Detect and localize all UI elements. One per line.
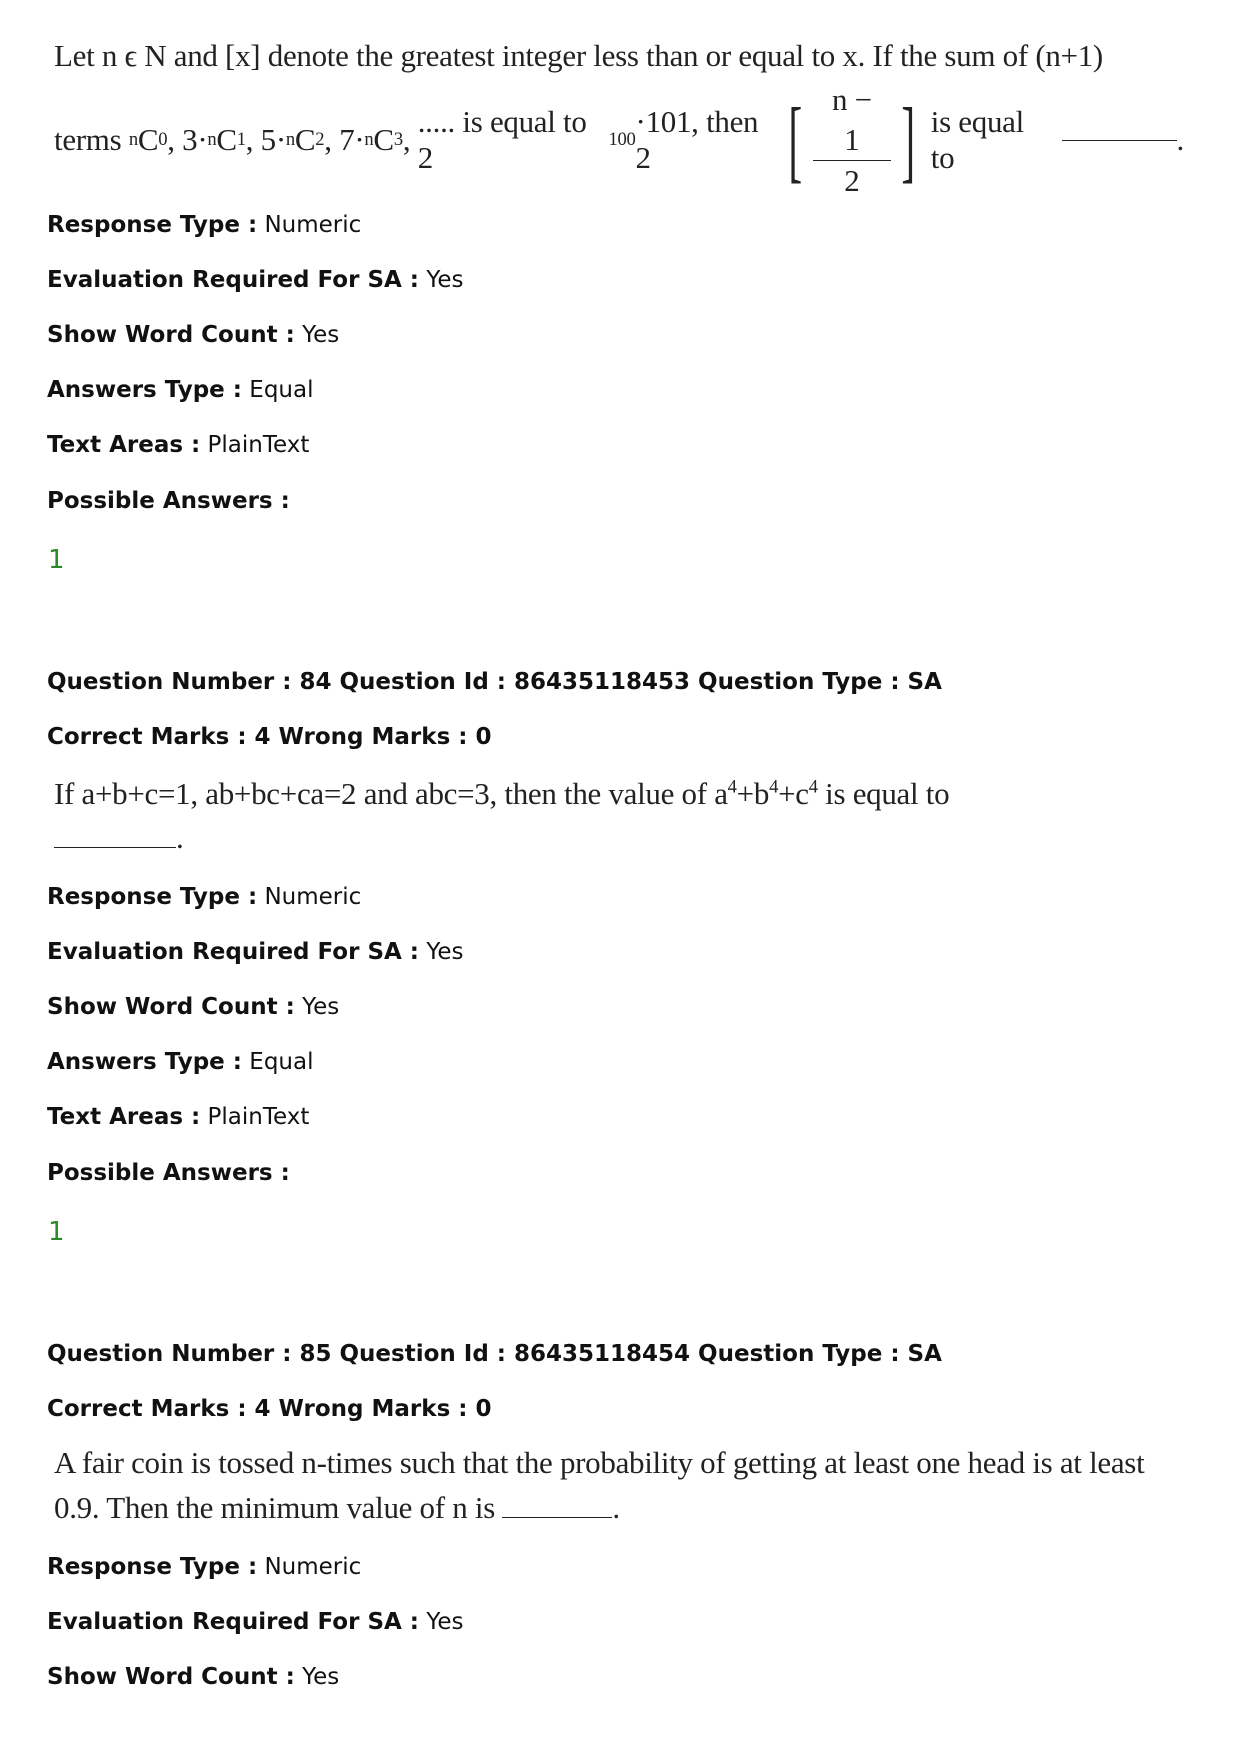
q85-response-type: Response Type : Numeric bbox=[47, 1554, 362, 1580]
q83-frac-den: 2 bbox=[844, 162, 860, 198]
q83-answers-type: Answers Type : Equal bbox=[47, 377, 314, 403]
q84-header: Question Number : 84 Question Id : 86435118453 Question Type : SA bbox=[47, 669, 942, 695]
q83-term3-coef: 5· bbox=[260, 122, 286, 157]
q83-tail: ..... is equal to 2 bbox=[417, 104, 587, 175]
q83-evaluation-required: Evaluation Required For SA : Yes bbox=[47, 267, 464, 293]
q85-show-word-count: Show Word Count : Yes bbox=[47, 1664, 340, 1690]
q83-terms-label: terms bbox=[54, 122, 122, 157]
q85-stem-line1: A fair coin is tossed n-times such that the probability of getting at least one head is at least bbox=[54, 1445, 1145, 1480]
q85-answer-blank bbox=[502, 1516, 612, 1518]
q83-fraction bbox=[813, 80, 891, 201]
q85-header: Question Number : 85 Question Id : 86435118454 Question Type : SA bbox=[47, 1341, 942, 1367]
q84-stem-d: is equal to bbox=[825, 776, 950, 811]
q84-stem-c: +c bbox=[778, 776, 809, 811]
q83-term-c-2: C bbox=[216, 122, 237, 157]
q85-evaluation-required: Evaluation Required For SA : Yes bbox=[47, 1609, 464, 1635]
left-bracket-icon: [ bbox=[788, 89, 803, 191]
q83-term-c: C bbox=[137, 122, 159, 157]
right-bracket-icon: ] bbox=[901, 89, 915, 191]
q85-stem-line2-text: 0.9. Then the minimum value of n is bbox=[54, 1490, 495, 1525]
q84-answer-blank bbox=[54, 846, 176, 848]
q84-answers-type: Answers Type : Equal bbox=[47, 1049, 314, 1075]
q85-marks: Correct Marks : 4 Wrong Marks : 0 bbox=[47, 1396, 492, 1422]
q83-stem-line2: terms n C 0 , 3· n C 1 , 5· n C 2 , 7· n C 3 , ..... is equal to 2 100 ·101, then 2 [ $\frac{n - 1}{2}$ ] is equal to . bbox=[54, 92, 1184, 188]
q83-answer-blank bbox=[1062, 139, 1177, 141]
q84-power-2: 4 bbox=[769, 776, 779, 798]
q84-evaluation-required: Evaluation Required For SA : Yes bbox=[47, 939, 464, 965]
q84-show-word-count: Show Word Count : Yes bbox=[47, 994, 340, 1020]
q84-stem-b: +b bbox=[736, 776, 770, 811]
q83-end: is equal to bbox=[930, 104, 1024, 175]
q83-frac-num: n − 1 bbox=[813, 80, 891, 161]
q84-answer-line: . bbox=[54, 820, 1184, 856]
q83-stem-line1: Let n ϵ N and [x] denote the greatest integer less than or equal to x. If the sum of (n+1) bbox=[54, 38, 1103, 73]
q83-possible-answers-label: Possible Answers : bbox=[47, 488, 290, 514]
q83-term-c-3: C bbox=[294, 122, 316, 157]
q84-stem-a: If a+b+c=1, ab+bc+ca=2 and abc=3, then the value of a bbox=[54, 776, 728, 811]
q83-term2-coef: 3· bbox=[182, 122, 208, 157]
q85-stem-line2: 0.9. Then the minimum value of n is . bbox=[54, 1490, 620, 1525]
q84-text-areas: Text Areas : PlainText bbox=[47, 1104, 310, 1130]
q84-power-3: 4 bbox=[808, 776, 818, 798]
q83-tail2: ·101, then 2 bbox=[635, 104, 759, 175]
q84-stem bbox=[54, 776, 1184, 812]
q84-possible-answers-label: Possible Answers : bbox=[47, 1160, 290, 1186]
q83-possible-answer: 1 bbox=[48, 545, 65, 575]
q83-show-word-count: Show Word Count : Yes bbox=[47, 322, 340, 348]
q83-term-c-4: C bbox=[373, 122, 394, 157]
q83-term4-coef: 7· bbox=[339, 122, 365, 157]
q84-power-1: 4 bbox=[727, 776, 737, 798]
q83-text-areas: Text Areas : PlainText bbox=[47, 432, 310, 458]
q84-marks: Correct Marks : 4 Wrong Marks : 0 bbox=[47, 724, 492, 750]
q84-possible-answer: 1 bbox=[48, 1217, 65, 1247]
q83-response-type: Response Type : Numeric bbox=[47, 212, 362, 238]
q84-response-type: Response Type : Numeric bbox=[47, 884, 362, 910]
